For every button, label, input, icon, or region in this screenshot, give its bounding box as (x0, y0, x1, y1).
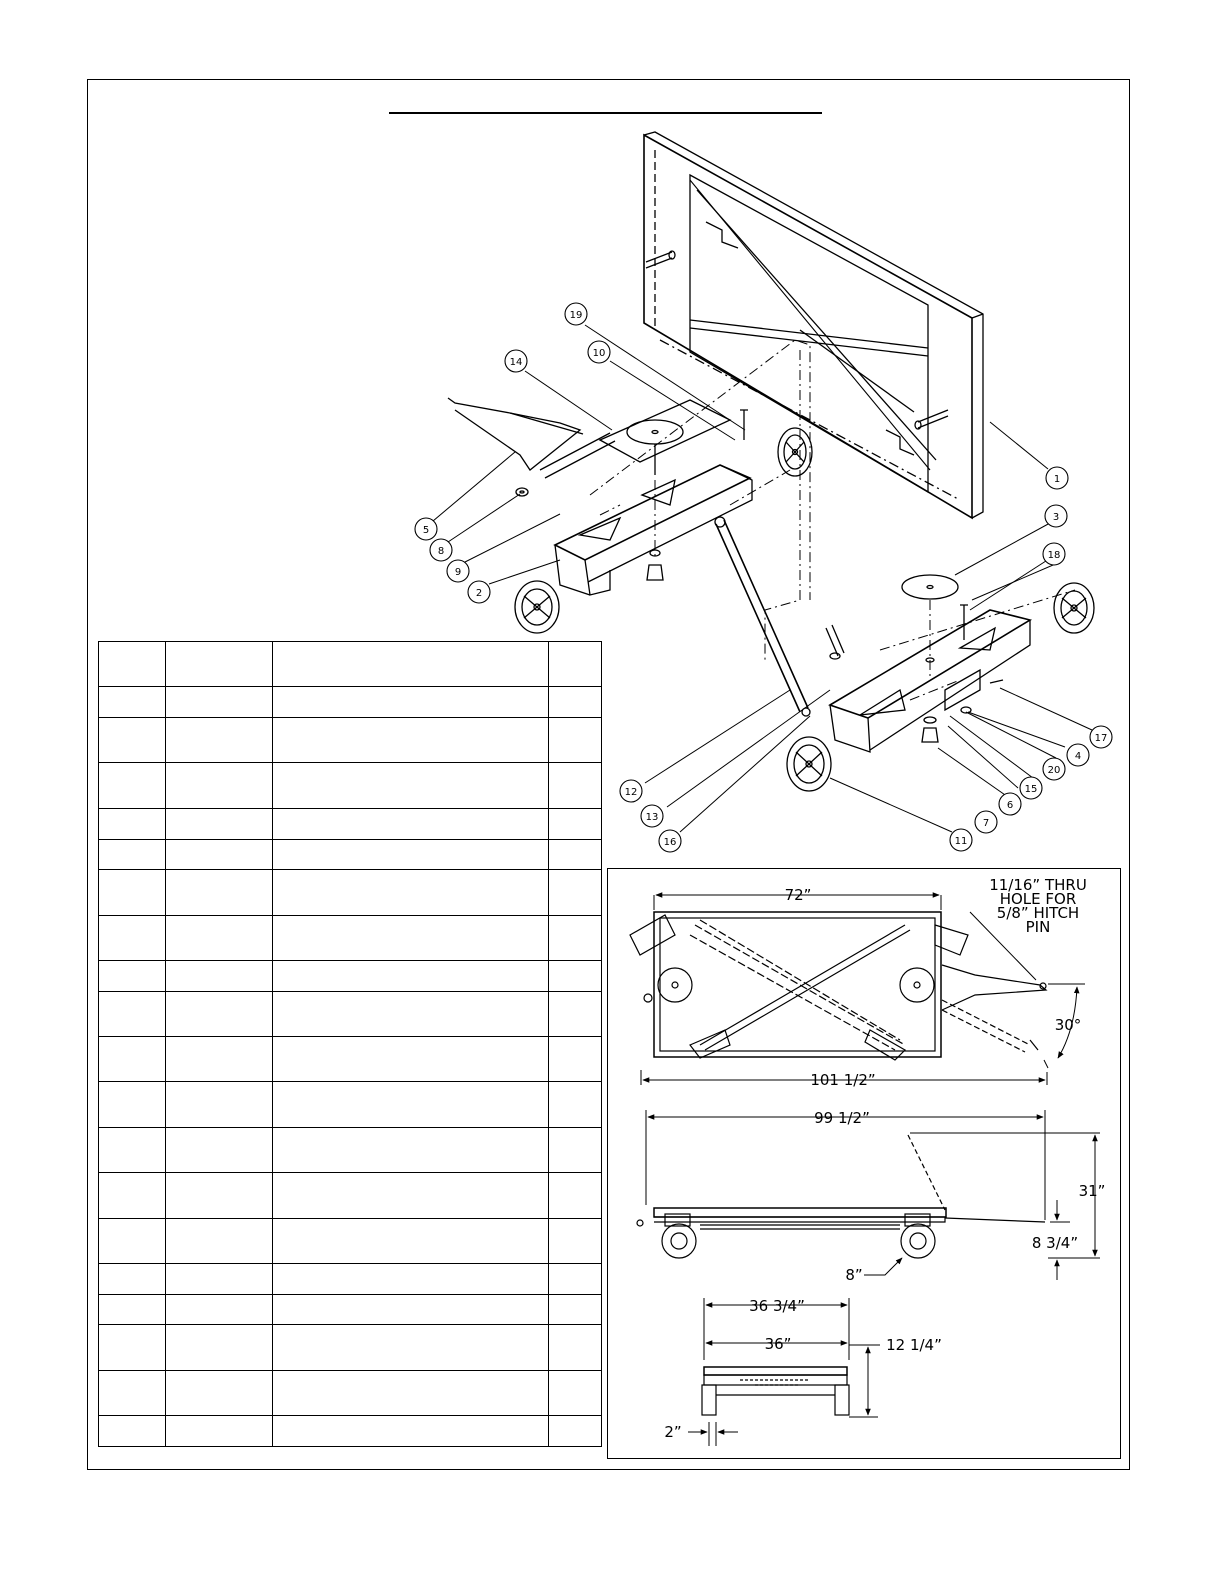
balloon-16: 16 (663, 837, 677, 848)
balloon-6: 6 (1006, 800, 1014, 811)
end-view (688, 1298, 880, 1446)
dim-end-height: 12 1/4” (886, 1336, 942, 1354)
dim-angle: 30° (1054, 1016, 1082, 1034)
balloon-10: 10 (592, 348, 606, 359)
dim-end-offset: 2” (664, 1423, 682, 1441)
balloon-18: 18 (1047, 550, 1061, 561)
balloon-19: 19 (569, 310, 583, 321)
balloon-20: 20 (1047, 765, 1061, 776)
dim-hitch-note-line2: HOLE FOR (999, 890, 1077, 908)
balloon-9: 9 (454, 567, 462, 578)
dim-top-width: 72” (784, 886, 812, 904)
balloon-11: 11 (954, 836, 968, 847)
dim-side-length: 99 1/2” (814, 1109, 870, 1127)
balloon-8: 8 (437, 546, 445, 557)
balloon-12: 12 (624, 787, 638, 798)
balloon-7: 7 (982, 818, 990, 829)
balloon-2: 2 (475, 588, 483, 599)
top-view (630, 895, 1085, 1085)
balloon-5: 5 (422, 525, 430, 536)
balloon-4: 4 (1074, 751, 1082, 762)
dimension-texts (664, 876, 1105, 1441)
balloon-17: 17 (1094, 733, 1108, 744)
balloon-13: 13 (645, 812, 659, 823)
dim-overall-length: 101 1/2” (810, 1071, 876, 1089)
dim-end-inner-width: 36” (764, 1335, 792, 1353)
side-view (637, 1110, 1100, 1280)
dim-side-height: 31” (1078, 1182, 1106, 1200)
balloon-14: 14 (509, 357, 523, 368)
dim-hitch-note-line1: 11/16” THRU (989, 876, 1087, 894)
dim-hitch-note-line4: PIN (1025, 918, 1051, 936)
balloon-15: 15 (1024, 784, 1038, 795)
dim-hitch-height: 8 3/4” (1031, 1234, 1079, 1252)
balloon-1: 1 (1053, 474, 1061, 485)
balloon-3: 3 (1052, 512, 1060, 523)
dim-end-outer-width: 36 3/4” (749, 1297, 805, 1315)
dim-hitch-note-line3: 5/8” HITCH (996, 904, 1080, 922)
dim-wheel-size: 8” (845, 1266, 863, 1284)
